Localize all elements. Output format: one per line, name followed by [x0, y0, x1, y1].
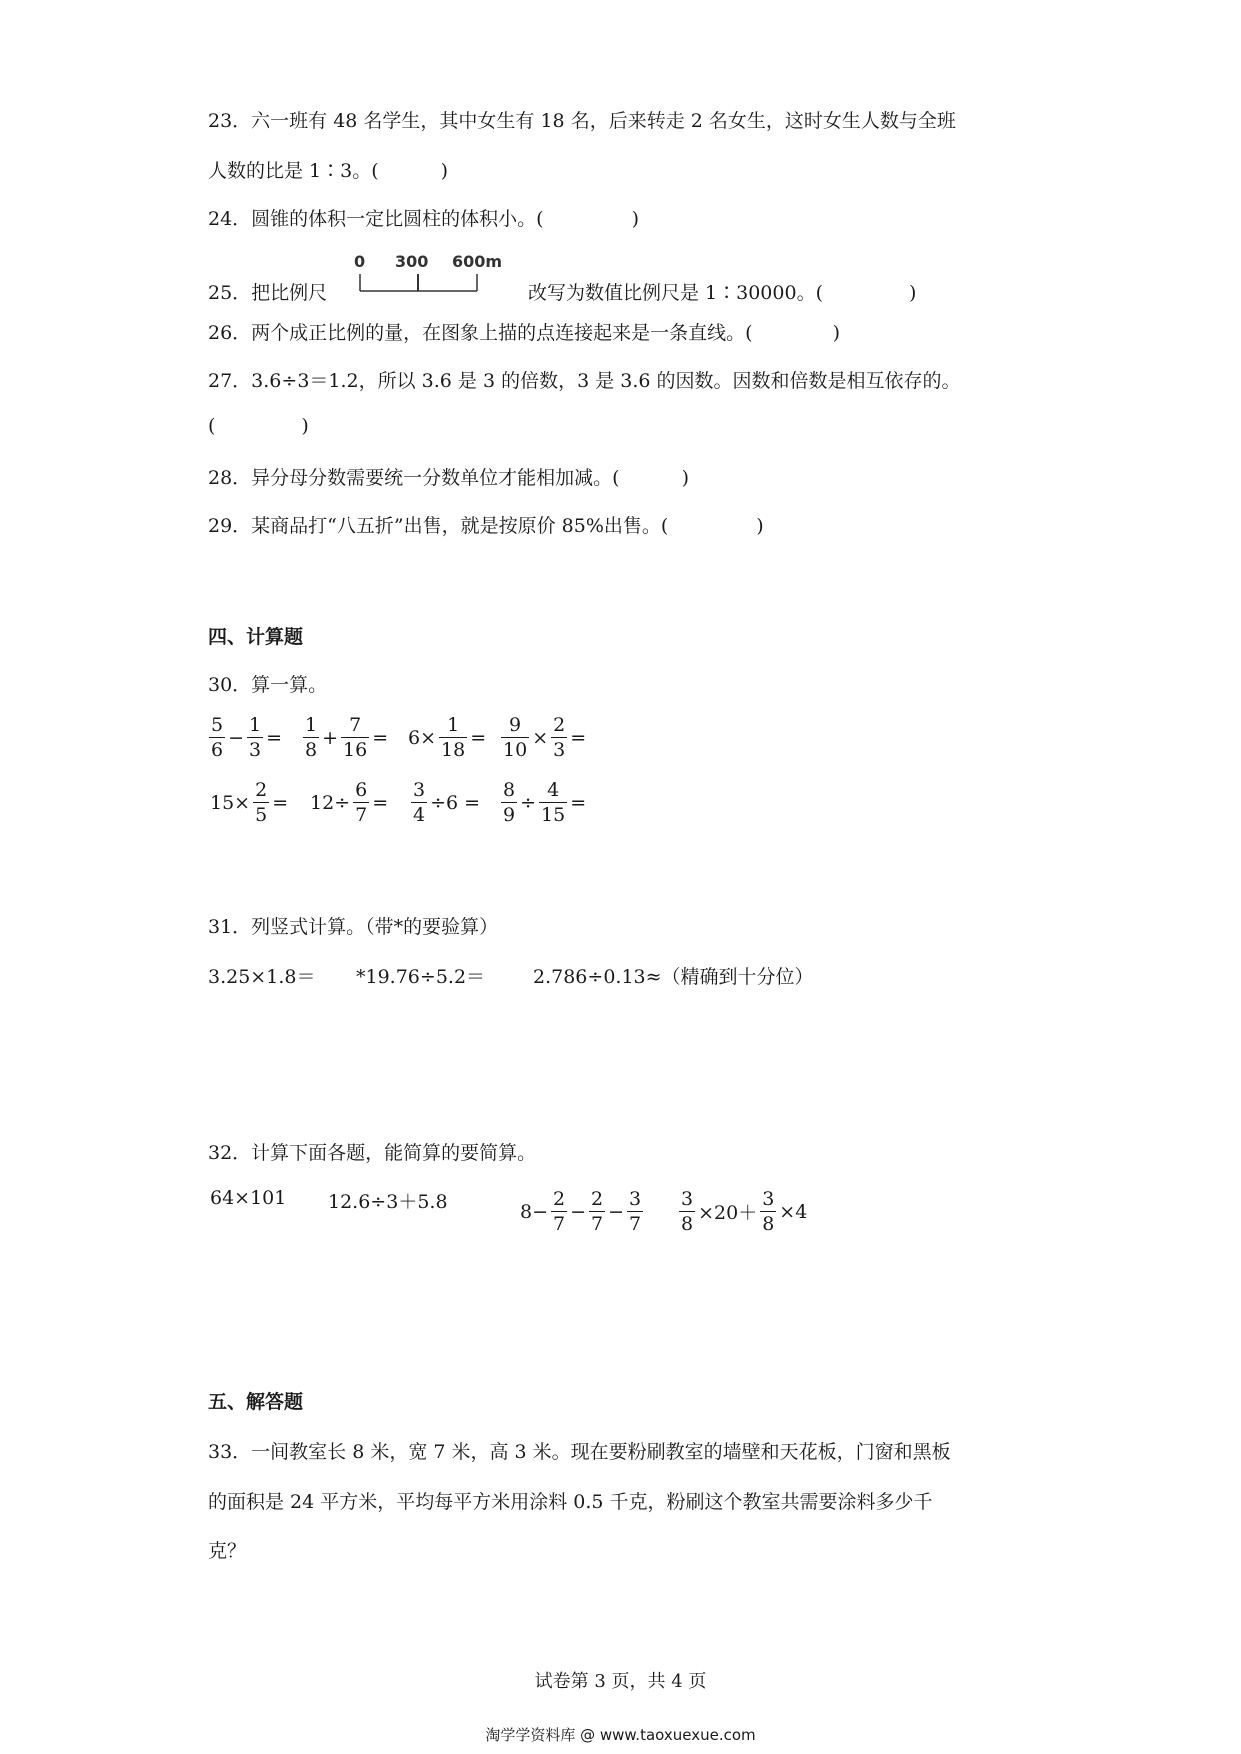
fraction-numerator: 8: [503, 779, 516, 801]
fraction-numerator: 7: [341, 713, 369, 738]
fraction-numerator: 2: [553, 714, 566, 736]
fraction-numerator: 6: [355, 779, 368, 801]
fraction: [679, 1187, 695, 1236]
question-28: [208, 463, 689, 490]
fraction: [551, 1187, 567, 1236]
question-33-line-1: 33．一间教室长 8 米，宽 7 米，高 3 米。现在要粉刷教室的墙壁和天花板，门窗和黑板: [208, 1441, 951, 1463]
watermark-text: 淘学学资料库 @ www.taoxuexue.com: [485, 1726, 756, 1744]
fraction-numerator: 5: [211, 714, 224, 736]
q30-row1-expr2: [302, 713, 390, 762]
fraction-denominator: 15: [541, 804, 566, 826]
q32-item-4: [678, 1187, 809, 1236]
q30-row2-expr3: [410, 778, 482, 827]
q32-item-2: [326, 1187, 450, 1214]
fraction-numerator: 4: [539, 778, 567, 803]
fraction: [439, 713, 467, 762]
expr-operator: =: [372, 791, 389, 814]
q30-row2-expr1: [208, 778, 290, 827]
expr-operator: ÷: [520, 791, 537, 814]
expr-operator: −: [228, 726, 245, 749]
question-33-line-2: 的面积是 24 平方米，平均每平方米用涂料 0.5 千克，粉刷这个教室共需要涂料多少千: [208, 1491, 933, 1513]
expr-operator: =: [266, 726, 283, 749]
fraction-numerator: 3: [413, 779, 426, 801]
fraction: [589, 1187, 605, 1236]
fraction-numerator: 2: [255, 779, 268, 801]
section-5-heading: 五、解答题: [208, 1391, 304, 1413]
fraction-denominator: 9: [503, 804, 516, 826]
answer-paren-close: ): [832, 322, 841, 344]
fraction-denominator: 7: [355, 804, 368, 826]
fraction-denominator: 7: [629, 1213, 642, 1235]
fraction-denominator: 3: [249, 739, 262, 761]
fraction-denominator: 16: [343, 739, 368, 761]
expr-operator: ×4: [779, 1200, 808, 1223]
q30-row1-expr3: [406, 713, 488, 762]
question-33-line-3: 克？: [208, 1540, 247, 1562]
fraction-numerator: 2: [553, 1188, 566, 1210]
fraction: [303, 713, 319, 762]
fraction-denominator: 4: [413, 804, 426, 826]
q30-row2-expr4: [500, 778, 588, 827]
expr-operator: 15×: [210, 791, 251, 814]
q32-item-1: [208, 1187, 288, 1209]
answer-paren-close: ): [301, 415, 309, 437]
fraction: [551, 713, 567, 762]
question-25-text: 25．把比例尺: [208, 282, 328, 304]
fraction-numerator: 3: [681, 1188, 694, 1210]
fraction: [501, 713, 529, 762]
answer-paren-close: ): [756, 515, 764, 537]
expr-operator: ÷6 =: [430, 791, 481, 814]
fraction-denominator: 5: [255, 804, 268, 826]
expr-operator: =: [272, 791, 289, 814]
fraction: [411, 778, 427, 827]
question-31-label: 31．列竖式计算。（带*的要验算）: [208, 916, 499, 938]
expr-operator: =: [570, 726, 587, 749]
question-26-text: 26．两个成正比例的量，在图象上描的点连接起来是一条直线。(: [208, 322, 753, 344]
q30-row2-expr2: [308, 778, 390, 827]
question-25: [208, 278, 327, 305]
q31-item-2: *19.76÷5.2＝: [356, 966, 486, 988]
fraction: [539, 778, 567, 827]
expr-operator: −: [608, 1200, 625, 1223]
question-25-rest: [528, 278, 916, 305]
question-25-rest-text: 改写为数值比例尺是 1∶30000。(: [528, 282, 823, 304]
question-32-label: 32．计算下面各题，能简算的要简算。: [208, 1142, 537, 1164]
fraction: [760, 1187, 776, 1236]
expr-operator: =: [470, 726, 487, 749]
question-27-line-1: 27．3.6÷3＝1.2，所以 3.6 是 3 的倍数，3 是 3.6 的因数。因数和倍数是相互依存的。: [208, 370, 961, 392]
answer-paren-close: ): [631, 208, 640, 230]
q32-item-3: [518, 1187, 644, 1236]
fraction-numerator: 3: [762, 1188, 775, 1210]
question-30-label: 30．算一算。: [208, 674, 328, 696]
answer-paren-open: (: [208, 415, 216, 437]
scale-label-600m: 600m: [452, 252, 503, 271]
section-4-heading: 四、计算题: [208, 626, 304, 648]
fraction-numerator: 1: [249, 714, 262, 736]
expr-operator: 6×: [408, 726, 437, 749]
fraction-numerator: 3: [629, 1188, 642, 1210]
question-23-line-2: [208, 156, 448, 183]
fraction: [247, 713, 263, 762]
expr-operator: =: [372, 726, 389, 749]
fraction-denominator: 3: [553, 739, 566, 761]
question-23-text: 人数的比是 1∶3。(: [208, 160, 379, 182]
question-26: [208, 318, 840, 345]
fraction-denominator: 6: [211, 739, 224, 761]
fraction-numerator: 1: [439, 713, 467, 738]
line-scale-bar: [350, 248, 503, 298]
fraction-denominator: 7: [591, 1213, 604, 1235]
page-footer: 试卷第 3 页，共 4 页: [534, 1671, 707, 1692]
fraction: [341, 713, 369, 762]
fraction-numerator: 9: [501, 713, 529, 738]
q31-item-1: 3.25×1.8＝: [208, 966, 316, 988]
question-28-text: 28．异分母分数需要统一分数单位才能相加减。(: [208, 467, 620, 489]
question-29-text: 29．某商品打“八五折”出售，就是按原价 85%出售。(: [208, 515, 669, 537]
fraction-denominator: 8: [305, 739, 318, 761]
answer-paren-close: ): [908, 282, 917, 304]
expr-operator: ×: [532, 726, 549, 749]
fraction: [253, 778, 269, 827]
q30-row1-expr4: [500, 713, 588, 762]
expr-operator: −: [570, 1200, 587, 1223]
answer-paren-close: ): [681, 467, 690, 489]
fraction-denominator: 8: [762, 1213, 775, 1235]
fraction: [501, 778, 517, 827]
fraction-denominator: 10: [503, 739, 528, 761]
expr-operator: ×20＋: [698, 1202, 758, 1224]
q31-item-3: 2.786÷0.13≈（精确到十分位）: [533, 966, 814, 988]
expr-operator: 64×101: [210, 1187, 287, 1209]
question-23-line-1: 23．六一班有 48 名学生，其中女生有 18 名，后来转走 2 名女生，这时女生人数与全班: [208, 110, 956, 132]
question-27-line-2: [208, 415, 309, 437]
expr-operator: 12÷: [310, 791, 351, 814]
question-29: [208, 511, 764, 538]
fraction-denominator: 8: [681, 1213, 694, 1235]
fraction-numerator: 2: [591, 1188, 604, 1210]
expr-operator: 12.6÷3＋5.8: [328, 1191, 448, 1213]
fraction-denominator: 18: [441, 739, 466, 761]
question-24: [208, 204, 639, 231]
fraction-numerator: 1: [305, 714, 318, 736]
q30-row1-expr1: [208, 713, 284, 762]
scale-bar-graphic: [350, 248, 503, 298]
expr-operator: +: [322, 726, 339, 749]
fraction: [209, 713, 225, 762]
question-24-text: 24．圆锥的体积一定比圆柱的体积小。(: [208, 208, 544, 230]
scale-label-300: 300: [395, 252, 429, 271]
fraction-denominator: 7: [553, 1213, 566, 1235]
scale-label-0: 0: [354, 252, 366, 271]
fraction: [627, 1187, 643, 1236]
expr-operator: =: [570, 791, 587, 814]
expr-operator: 8−: [520, 1200, 549, 1223]
answer-paren-close: ): [440, 160, 449, 182]
fraction: [353, 778, 369, 827]
